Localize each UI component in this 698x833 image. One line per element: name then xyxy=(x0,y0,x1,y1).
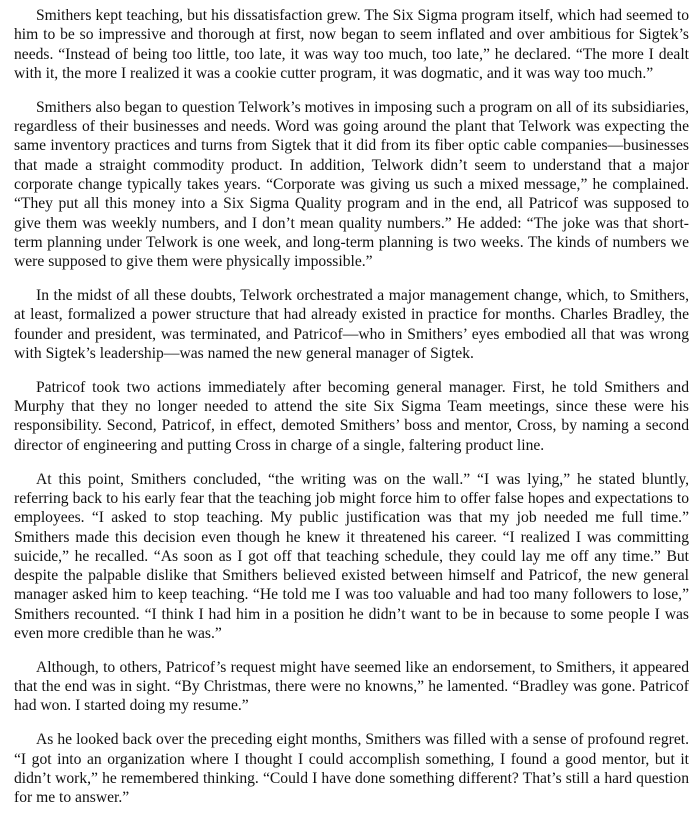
paragraph-2: Smithers also began to question Telwork’s motives in imposing such a program on all of its subsidiaries, regardless of their businesses and needs. Word was going around the plant that Telwork was expecting the same inventory practices and turns from Sigtek that it did from its fiber optic cable companies—businesses that made a straight commodity product. In addition, Telwork didn’t seem to understand that a major corporate change typically takes years. “Corporate was giving us such a mixed message,” he complained. “They put all this money into a Six Sigma Quality program and in the end, all Patricof was supposed to give them was weekly numbers, and I don’t mean quality numbers.” He added: “The joke was that short-term planning under Telwork is one week, and long-term planning is two weeks. The kinds of numbers we were supposed to give them were physically impossible.” xyxy=(14,98,689,271)
paragraph-1: Smithers kept teaching, but his dissatisfaction grew. The Six Sigma program itself, which had seemed to him to be so impressive and thorough at first, now began to seem inflated and over ambitious for Sigtek’s needs. “Instead of being too little, too late, it was way too much, too late,” he declared. “The more I dealt with it, the more I realized it was a cookie cutter program, it was dogmatic, and it was way too much.” xyxy=(14,7,689,82)
paragraph-3: In the midst of all these doubts, Telwork orchestrated a major management change, which, to Smithers, at least, formalized a power structure that had already existed in practice for months. Charles Bradley, the founder and president, was terminated, and Patricof—who in Smithers’ eyes embodied all that was wrong with Sigtek’s leadership—was named the new general manager of Sigtek. xyxy=(14,287,689,362)
paragraph-5: At this point, Smithers concluded, “the writing was on the wall.” “I was lying,” he stated bluntly, referring back to his early fear that the teaching job might force him to offer false hopes and expectations to employees. “I asked to stop teaching. My public justification was that my job needed me full time.” Smithers made this decision even though he knew it threatened his career. “I realized I was committing suicide,” he recalled. “As soon as I got off that teaching schedule, they could lay me off any time.” But despite the palpable dislike that Smithers believed existed between himself and Patricof, the new general manager asked him to keep teaching. “He told me I was too valuable and had too many followers to lose,” Smithers recounted. “I think I had him in a position he didn’t want to be in because to some people I was even more credible than he was.” xyxy=(14,470,689,642)
paragraph-6: Although, to others, Patricof’s request might have seemed like an endorsement, to Smithers, it appeared that the end was in sight. “By Christmas, there were no knowns,” he lamented. “Bradley was gone. Patricof had won. I started doing my resume.” xyxy=(14,658,689,715)
paragraph-7: As he looked back over the preceding eight months, Smithers was filled with a sense of profound regret. “I got into an organization where I thought I could accomplish something, I found a good mentor, but it didn’t work,” he remembered thinking. “Could I have done something different? That’s still a hard question for me to answer.” xyxy=(14,731,689,807)
paragraph-4: Patricof took two actions immediately after becoming general manager. First, he told Smithers and Murphy that they no longer needed to attend the site Six Sigma Team meetings, since these were his responsibility. Second, Patricof, in effect, demoted Smithers’ boss and mentor, Cross, by naming a second director of engineering and putting Cross in charge of a single, faltering product line. xyxy=(14,378,689,454)
